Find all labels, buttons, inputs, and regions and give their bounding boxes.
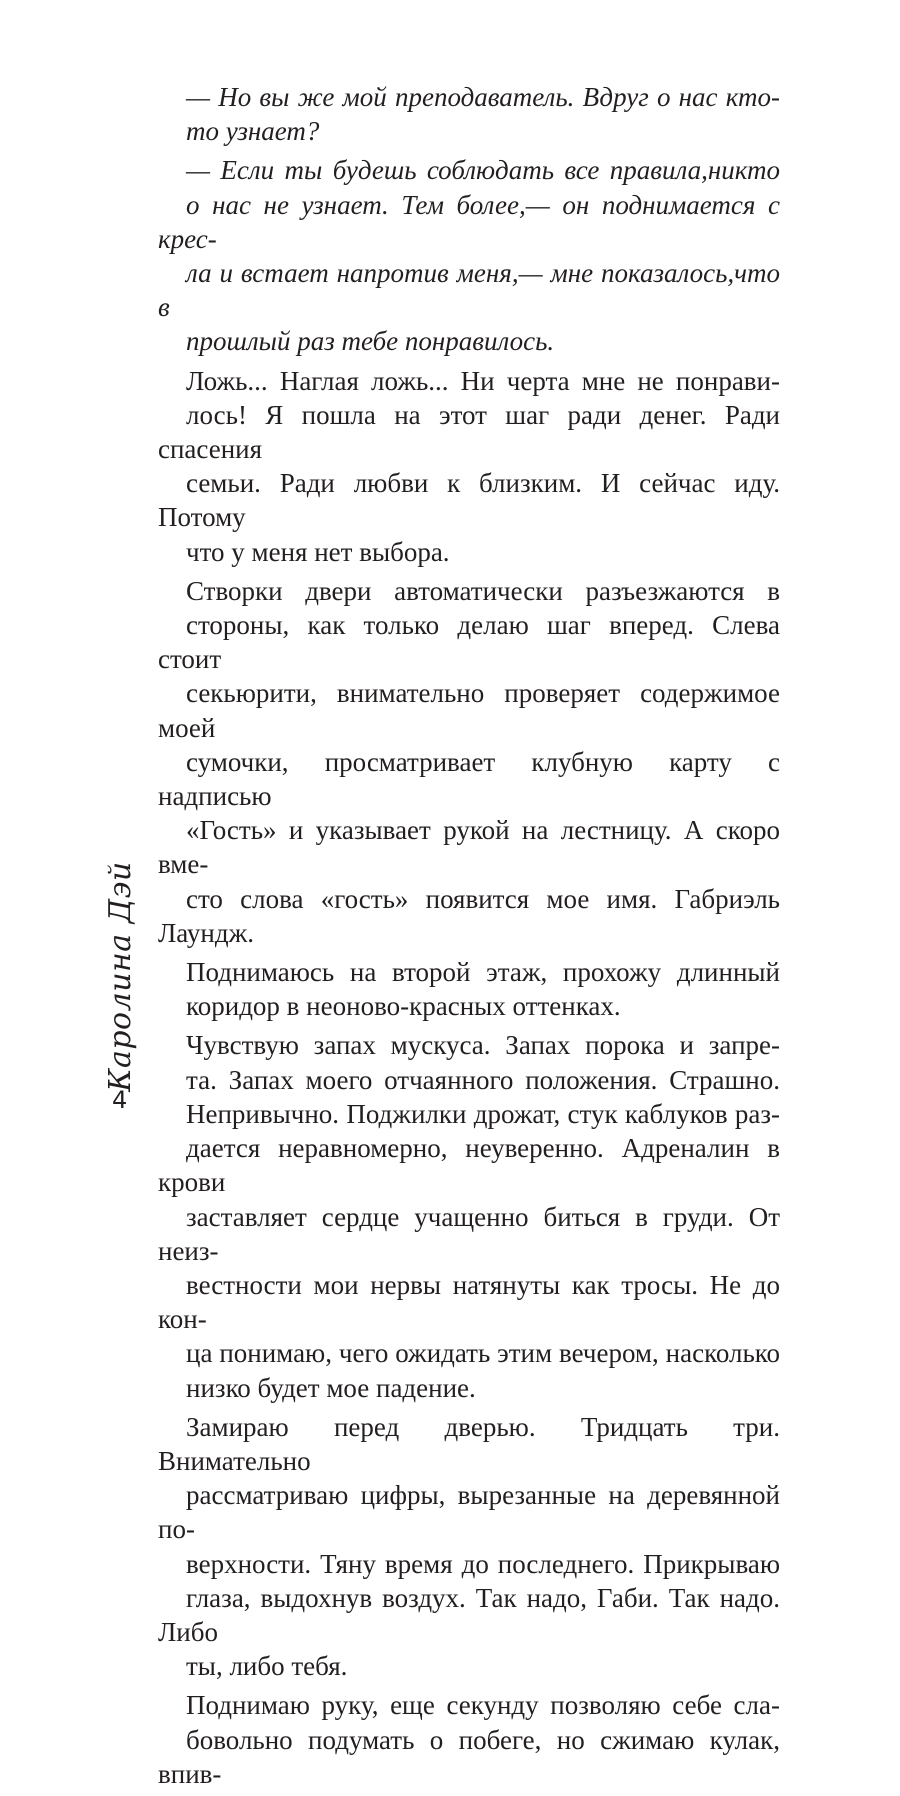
text-line: Ложь... Наглая ложь... Ни черта мне не понрави-	[186, 365, 780, 396]
running-author-name	[95, 860, 145, 1092]
text-line: дается неравномерно, неуверенно. Адреналин в крови	[158, 1133, 780, 1198]
text-line: ты, либо тебя.	[186, 1651, 348, 1682]
paragraph	[158, 1028, 780, 1404]
text-line: Поднимаю руку, еще секунду позволяю себе сла-	[186, 1690, 780, 1721]
text-line: ла и встает напротив меня,— мне показалось,что в	[158, 258, 780, 323]
text-line: заставляет сердце учащенно биться в груди. От неиз-	[158, 1201, 780, 1266]
text-line: «Гость» и указывает рукой на лестницу. А скоро вме-	[158, 815, 780, 880]
text-line: Поднимаюсь на второй этаж, прохожу длинный	[186, 957, 780, 988]
text-line: что у меня нет выбора.	[186, 536, 450, 567]
text-line: ца понимаю, чего ожидать этим вечером, насколько	[186, 1338, 780, 1369]
text-line: та. Запах моего отчаянного положения. Страшно.	[186, 1064, 780, 1095]
text-line: семьи. Ради любви к близким. И сейчас иду. Потому	[158, 468, 780, 533]
text-line: Чувствую запах мускуса. Запах порока и запре-	[186, 1030, 780, 1061]
text-line: то узнает?	[186, 116, 320, 147]
text-line: сто слова «гость» появится мое имя. Габриэль Лаундж.	[158, 883, 780, 948]
paragraph	[158, 153, 780, 358]
text-line: Непривычно. Поджилки дрожат, стук каблуков раз-	[186, 1098, 780, 1129]
text-line: прошлый раз тебе понравилось.	[186, 326, 555, 357]
text-line: Замираю перед дверью. Тридцать три. Внимательно	[158, 1411, 780, 1476]
text-line: глаза, выдохнув воздух. Так надо, Габи. Так надо. Либо	[158, 1582, 780, 1647]
text-line: — Но вы же мой преподаватель. Вдруг о нас кто-	[186, 82, 780, 112]
text-line: бовольно подумать о побеге, но сжимаю кулак, впив-	[158, 1724, 780, 1789]
paragraph	[158, 955, 780, 1023]
text-line: секьюрити, внимательно проверяет содержимое моей	[158, 678, 780, 743]
text-line: вестности мои нервы натянуты как тросы. Не до кон-	[158, 1269, 780, 1335]
paragraph	[158, 1688, 780, 1791]
paragraph	[158, 1410, 780, 1684]
page-number: 4	[112, 1086, 128, 1114]
book-page-text	[158, 80, 780, 1796]
text-line: — Если ты будешь соблюдать все правила,никто	[186, 155, 780, 186]
paragraph	[158, 80, 780, 148]
paragraph	[158, 364, 780, 569]
text-line: рассматриваю цифры, вырезанные на деревянной по-	[158, 1480, 780, 1545]
text-line: лось! Я пошла на этот шаг ради денег. Ради спасения	[158, 399, 780, 465]
author-name-text: Каролина Дэй	[102, 860, 138, 1092]
text-line: стороны, как только делаю шаг вперед. Слева стоит	[158, 610, 780, 675]
text-line: Створки двери автоматически разъезжаются в	[186, 575, 780, 606]
text-line: сумочки, просматривает клубную карту с надписью	[158, 746, 780, 812]
text-line: о нас не узнает. Тем более,— он поднимается с крес-	[158, 189, 780, 254]
text-line: коридор в неоново-красных оттенках.	[186, 991, 621, 1022]
text-line: низко будет мое падение.	[186, 1372, 476, 1403]
text-line: верхности. Тяну время до последнего. Прикрываю	[186, 1548, 780, 1579]
paragraph	[158, 574, 780, 950]
